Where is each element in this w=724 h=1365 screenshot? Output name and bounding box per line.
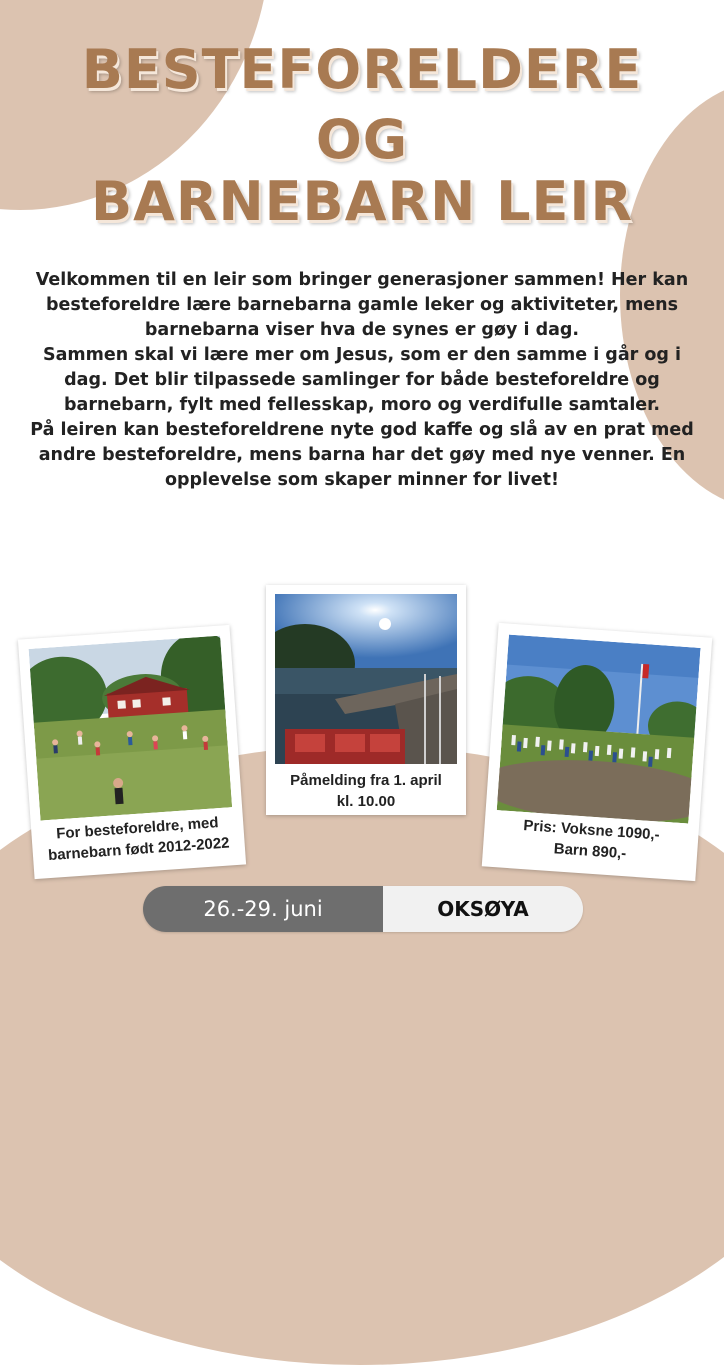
title-line-3: BARNEBARN LEIR xyxy=(90,170,634,233)
caption-middle-line-2: kl. 10.00 xyxy=(336,793,396,810)
photo-card-right xyxy=(482,623,712,881)
title-line-2: OG xyxy=(315,108,409,171)
event-location: OKSØYA xyxy=(383,886,583,932)
dock-illustration xyxy=(275,594,457,764)
caption-right-line-2: Barn 890,- xyxy=(553,840,627,863)
dock-photo xyxy=(275,594,457,764)
caption-middle-line-1: Påmelding fra 1. april xyxy=(290,772,442,789)
intro-paragraph-1: Velkommen til en leir som bringer generasjoner sammen! Her kan besteforeldre lære barnebarna gamle leker og aktiviteter, mens barnebarna viser hva de synes er gøy i dag. xyxy=(35,270,689,340)
photo-card-middle xyxy=(266,585,466,815)
title-line-1: BESTEFORELDERE xyxy=(81,38,643,101)
group-illustration xyxy=(497,635,701,824)
caption-middle xyxy=(266,770,466,812)
event-dates: 26.-29. juni xyxy=(143,886,383,932)
intro-paragraph-2: Sammen skal vi lære mer om Jesus, som er den samme i går og i dag. Det blir tilpassede samlinger for både besteforeldre og barnebarn, fylt med fellesskap, moro og verdifulle samtaler. xyxy=(42,345,682,415)
intro-paragraph-3: På leiren kan besteforeldrene nyte god kaffe og slå av en prat med andre besteforeldre, mens barna har det gøy med nye venner. En opplevelse som skaper minner for livet! xyxy=(30,420,694,490)
caption-left-line-2: barnebarn født 2012-2022 xyxy=(47,834,231,865)
camp-field-illustration xyxy=(29,636,233,821)
group-photo xyxy=(497,635,701,824)
caption-right-line-1: Pris: Voksne 1090,- xyxy=(522,817,661,844)
camp-field-photo xyxy=(29,636,233,821)
photo-card-left xyxy=(18,625,246,879)
event-info-pill xyxy=(143,886,583,932)
caption-left-line-1: For besteforeldre, med xyxy=(55,814,219,843)
intro-text xyxy=(22,268,702,493)
